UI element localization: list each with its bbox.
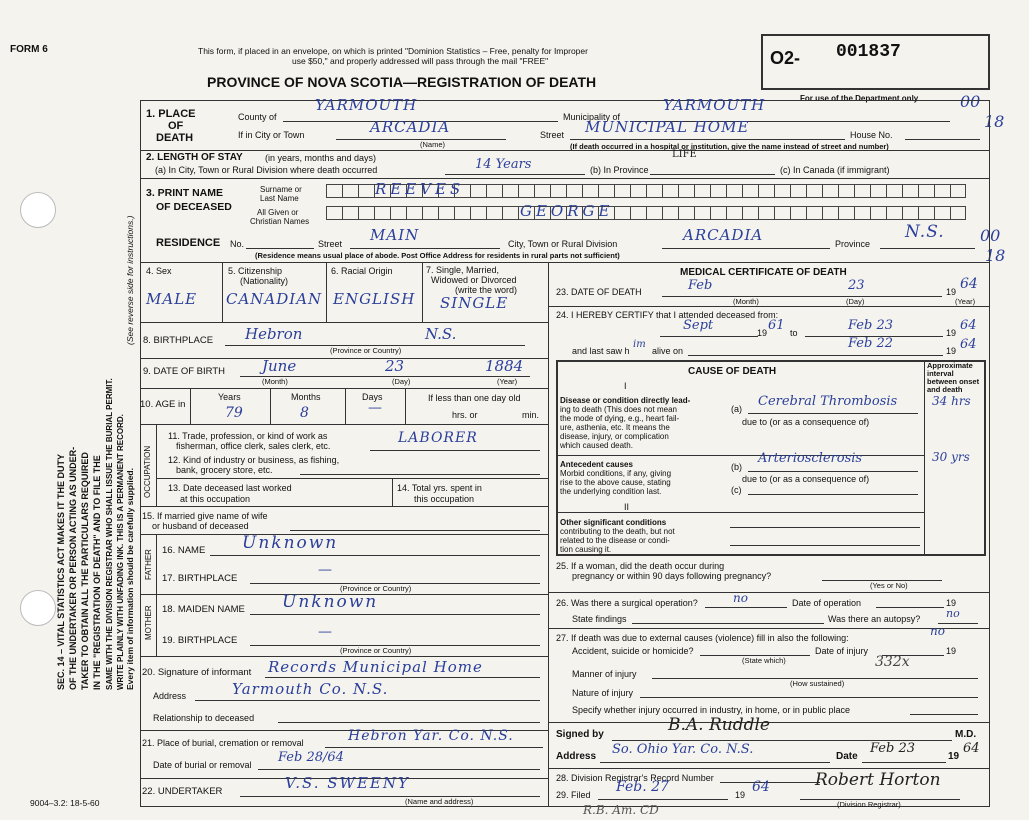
cause-c-line — [748, 494, 918, 495]
dept-use-caption: For use of the Department only — [800, 94, 919, 103]
roman-two: II — [624, 502, 630, 512]
divider — [140, 388, 548, 389]
stay-a-line — [445, 174, 585, 175]
attend-to: Feb 23 — [848, 318, 893, 333]
surgery-date-label: Date of operation — [792, 598, 862, 608]
stay-label: 2. LENGTH OF STAY — [146, 152, 243, 163]
cause-a-value: Cerebral Thrombosis — [758, 394, 898, 409]
divider — [548, 306, 990, 307]
injury-date-label: Date of injury — [815, 646, 869, 656]
age-years-value: 79 — [225, 405, 243, 421]
trade-label-1: 11. Trade, profession, or kind of work as — [168, 431, 328, 441]
undertaker-label: 22. UNDERTAKER — [142, 786, 223, 797]
due-to-label-1: due to (or as a consequence of) — [742, 417, 870, 427]
residence-province-label: Province — [835, 239, 871, 249]
other-line-2 — [730, 545, 920, 546]
city-name-caption: (Name) — [420, 140, 446, 149]
disease-label-2: ing to death (This does not mean — [560, 405, 677, 414]
record-number-line — [720, 782, 820, 783]
signed-by-label: Signed by — [556, 729, 604, 740]
industry-line — [300, 474, 540, 475]
given-label-1: All Given or — [257, 208, 299, 217]
place-of-label: OF — [168, 120, 184, 132]
filed-year: 64 — [752, 779, 770, 795]
wife-label-1: 15. If married give name of wife — [142, 511, 268, 521]
mother-birthplace-label: 19. BIRTHPLACE — [162, 635, 238, 646]
place-death-label: DEATH — [156, 132, 194, 144]
certify-label: 24. I HEREBY CERTIFY that I attended deceased from: — [556, 310, 779, 320]
side-instruction-8: (See reverse side for instructions.) — [125, 215, 135, 345]
alive-on-line — [688, 355, 943, 356]
surgery-line — [705, 607, 787, 608]
state-which-caption: (State which) — [742, 656, 786, 665]
dob-label: 9. DATE OF BIRTH — [143, 366, 225, 377]
registrar-signature: Robert Horton — [815, 770, 941, 790]
name-label-1: 3. PRINT NAME — [146, 187, 224, 199]
external-label: 27. If death was due to external causes (violence) fill in also the following: — [556, 633, 849, 643]
death-date-month: Feb — [688, 278, 713, 293]
informant-signature-label: 20. Signature of informant — [142, 667, 252, 678]
mail-notice-line2: use $50," and properly addressed will pass through the mail "FREE" — [292, 56, 549, 66]
signed-by-value: B.A. Ruddle — [668, 715, 770, 735]
age-days-value: — — [368, 400, 382, 416]
cause-b-interval: 30 yrs — [932, 450, 970, 464]
surname-value: REEVES — [375, 180, 465, 198]
side-instruction-7: Every item of information should be carefully supplied. — [125, 468, 135, 690]
cause-b-value: Arteriosclerosis — [758, 451, 863, 466]
divider — [156, 478, 548, 479]
given-name-grid — [326, 206, 966, 220]
divider — [345, 388, 346, 424]
residence-city-value: ARCADIA — [683, 226, 764, 244]
divider — [140, 506, 548, 507]
doctor-address-value: So. Ohio Yar. Co. N.S. — [612, 742, 754, 757]
birthplace-caption: (Province or Country) — [330, 346, 402, 355]
last-saw-year: 64 — [960, 337, 977, 352]
city-label: If in City or Town — [238, 130, 305, 140]
sign-date-value: Feb 23 — [870, 741, 915, 756]
filed-year-prefix: 19 — [735, 790, 746, 800]
house-no-label: House No. — [850, 130, 893, 140]
divider — [140, 178, 990, 179]
disease-label-4: ure, asthenia, etc. It means the — [560, 423, 670, 432]
age-years-label: Years — [218, 392, 241, 402]
side-instruction-1: SEC. 14 – VITAL STATISTICS ACT MAKES IT THE DUTY — [56, 453, 66, 690]
bottom-note: R.B. Am. CD — [583, 803, 659, 817]
dob-day-caption: (Day) — [392, 377, 411, 386]
industry-label-2: bank, grocery store, etc. — [176, 465, 273, 475]
attend-to-year-prefix: 19 — [946, 328, 957, 338]
county-label: County of — [238, 112, 277, 122]
death-month-caption: (Month) — [733, 297, 759, 306]
side-instruction-3: TAKER TO OBTAIN ALL THE PARTICULARS REQUIRED — [80, 452, 90, 690]
age-hrs-label: hrs. or — [452, 410, 478, 420]
burial-place-line — [325, 747, 543, 748]
punch-hole — [20, 590, 56, 626]
father-name-value: Unknown — [242, 533, 339, 553]
divider — [548, 768, 990, 769]
form-title: PROVINCE OF NOVA SCOTIA—REGISTRATION OF DEATH — [207, 74, 597, 90]
surgery-year-prefix: 19 — [946, 598, 957, 608]
residence-city-line — [662, 248, 830, 249]
place-label: 1. PLACE — [146, 108, 196, 120]
mother-birthplace-caption: (Province or Country) — [340, 646, 412, 655]
municipality-value: YARMOUTH — [663, 96, 766, 114]
findings-label: State findings — [572, 614, 627, 624]
residence-city-label: City, Town or Rural Division — [508, 239, 618, 249]
cause-b-label: (b) — [731, 462, 742, 472]
age-months-value: 8 — [300, 405, 309, 421]
to-label: to — [790, 328, 798, 338]
sign-date-label: Date — [836, 751, 858, 762]
father-birthplace-value: — — [318, 562, 332, 578]
form-code: 9004–3.2: 18-5-60 — [30, 798, 100, 808]
manner-value: 332x — [875, 654, 910, 670]
dob-year: 1884 — [485, 357, 524, 375]
divider — [556, 512, 924, 513]
residence-label: RESIDENCE — [156, 237, 221, 249]
father-side-label: FATHER — [144, 549, 153, 580]
divider — [140, 322, 548, 323]
citizenship-label: 5. Citizenship — [228, 266, 283, 276]
age-days-label: Days — [362, 392, 383, 402]
death-date-line — [662, 296, 942, 297]
due-to-label-2: due to (or as a consequence of) — [742, 474, 870, 484]
medical-heading: MEDICAL CERTIFICATE OF DEATH — [680, 267, 847, 278]
birthplace-label: 8. BIRTHPLACE — [143, 335, 214, 346]
nature-line — [640, 697, 978, 698]
other-label-1: Other significant conditions — [560, 518, 667, 527]
undertaker-value: V.S. SWEENY — [285, 774, 410, 792]
record-number-label: 28. Division Registrar's Record Number — [556, 773, 714, 783]
sign-year: 64 — [963, 741, 980, 756]
divider — [924, 360, 925, 556]
death-date-label: 23. DATE OF DEATH — [556, 287, 642, 297]
antecedent-label-4: the underlying condition last. — [560, 487, 662, 496]
injury-year-prefix: 19 — [946, 646, 957, 656]
informant-address-value: Yarmouth Co. N.S. — [232, 680, 389, 698]
findings-line — [632, 623, 824, 624]
stay-a-value: 14 Years — [475, 157, 532, 172]
marital-label-1: 7. Single, Married, — [426, 265, 500, 275]
surgery-value: no — [733, 591, 748, 605]
trade-line — [370, 450, 540, 451]
sign-year-prefix: 19 — [948, 751, 960, 762]
cause-a-line — [748, 413, 918, 414]
residence-street-line — [350, 248, 500, 249]
last-saw-year-prefix: 19 — [946, 346, 957, 356]
residence-street-label: Street — [318, 239, 343, 249]
doctor-address-label: Address — [556, 751, 597, 762]
external-value: no — [930, 624, 945, 638]
stay-units: (in years, months and days) — [265, 153, 377, 163]
divider — [556, 455, 924, 456]
divider — [156, 594, 157, 656]
antecedent-label-2: Morbid conditions, if any, giving — [560, 469, 672, 478]
nature-label: Nature of injury — [572, 688, 634, 698]
sex-value: MALE — [146, 290, 198, 308]
disease-label-6: which caused death. — [560, 441, 633, 450]
informant-signature-value: Records Municipal Home — [268, 658, 483, 676]
wife-line — [290, 530, 540, 531]
father-name-line — [210, 555, 540, 556]
mother-birthplace-value: — — [318, 624, 332, 640]
stay-b-value: LIFE — [672, 149, 697, 160]
column-divider — [548, 262, 549, 807]
dept-code-3: 00 — [980, 226, 1001, 245]
divider — [222, 262, 223, 322]
attend-to-year: 64 — [960, 318, 977, 333]
specify-line — [910, 714, 978, 715]
registrar-caption: (Division Registrar) — [837, 800, 901, 809]
divider — [392, 478, 393, 506]
cause-b-line — [748, 471, 918, 472]
accident-label: Accident, suicide or homicide? — [572, 646, 694, 656]
age-months-label: Months — [291, 392, 321, 402]
racial-value: ENGLISH — [333, 290, 416, 308]
maiden-name-line — [250, 614, 540, 615]
disease-label-1: Disease or condition directly lead- — [560, 396, 691, 405]
attend-from-line — [660, 336, 758, 337]
dob-month-caption: (Month) — [262, 377, 288, 386]
last-worked-label-1: 13. Date deceased last worked — [168, 483, 292, 493]
birthplace-value: Hebron — [245, 325, 303, 343]
specify-label: Specify whether injury occurred in industry, in home, or in public place — [572, 705, 850, 715]
municipality-label: Municipality of — [563, 112, 621, 122]
county-value: YARMOUTH — [315, 96, 418, 114]
last-worked-label-2: at this occupation — [180, 494, 251, 504]
industry-label-1: 12. Kind of industry or business, as fishing, — [168, 455, 340, 465]
attend-from: Sept — [683, 318, 714, 333]
interval-label: Approximate interval between onset and death — [927, 361, 980, 394]
side-instruction-6: WRITE PLAINLY WITH UNFADING INK. THIS IS A PERMANENT RECORD. — [116, 414, 125, 690]
residence-no-line — [246, 248, 314, 249]
doctor-address-line — [600, 762, 830, 763]
burial-date-label: Date of burial or removal — [153, 760, 252, 770]
filed-value: Feb. 27 — [616, 779, 669, 795]
divider — [405, 388, 406, 424]
other-label-4: tion causing it. — [560, 545, 612, 554]
divider — [140, 656, 548, 657]
age-min-label: min. — [522, 410, 540, 420]
side-instruction-2: OF THE UNDERTAKER OR PERSON ACTING AS UNDER- — [68, 446, 78, 690]
md-label: M.D. — [955, 729, 977, 740]
surname-label-1: Surname or — [260, 185, 302, 194]
street-line — [570, 139, 845, 140]
total-years-label-1: 14. Total yrs. spent in — [397, 483, 482, 493]
attend-from-year-prefix: 19 — [757, 328, 768, 338]
filed-label: 29. Filed — [556, 790, 591, 800]
punch-hole — [20, 192, 56, 228]
divider — [140, 534, 548, 535]
informant-address-label: Address — [153, 691, 187, 701]
divider — [190, 388, 191, 424]
dept-code-1: 00 — [960, 92, 981, 111]
residence-province-line — [880, 248, 975, 249]
relationship-line — [278, 722, 540, 723]
marital-label-2: Widowed or Divorced — [431, 275, 517, 285]
surgery-label: 26. Was there a surgical operation? — [556, 598, 698, 608]
citizenship-value: CANADIAN — [226, 290, 323, 308]
death-year-prefix: 19 — [946, 287, 957, 297]
reg-prefix: O2- — [770, 48, 801, 68]
burial-date-line — [258, 769, 540, 770]
side-instruction-5: SAME WITH THE DIVISION REGISTRAR WHO SHALL ISSUE THE BURIAL PERMIT. — [105, 378, 114, 690]
divider — [422, 262, 423, 322]
last-saw-fill: im — [633, 339, 646, 350]
city-value: ARCADIA — [370, 118, 451, 136]
occupation-side-label: OCCUPATION — [143, 445, 152, 498]
antecedent-label-1: Antecedent causes — [560, 460, 633, 469]
surname-label-2: Last Name — [260, 194, 299, 203]
dept-code-2: 18 — [984, 112, 1005, 131]
maiden-name-label: 18. MAIDEN NAME — [162, 604, 245, 615]
given-label-2: Christian Names — [250, 217, 310, 226]
stay-b-label: (b) In Province — [590, 165, 649, 175]
divider — [140, 150, 990, 151]
attend-from-year: 61 — [768, 318, 785, 333]
other-line-1 — [730, 527, 920, 528]
pregnancy-label-1: 25. If a woman, did the death occur during — [556, 561, 725, 571]
sign-date-line — [862, 762, 946, 763]
father-birthplace-caption: (Province or Country) — [340, 584, 412, 593]
cause-c-label: (c) — [731, 485, 742, 495]
roman-one: I — [624, 381, 627, 391]
trade-value: LABORER — [398, 430, 478, 446]
residence-note: (Residence means usual place of abode. Post Office Address for residents in rural parts not sufficient) — [255, 251, 620, 260]
house-no-line — [905, 139, 980, 140]
informant-address-line — [195, 700, 540, 701]
dob-month: June — [262, 357, 297, 375]
filed-line — [598, 799, 728, 800]
stay-b-line — [650, 174, 775, 175]
age-less-label: If less than one day old — [428, 393, 521, 403]
antecedent-label-3: rise to the above cause, stating — [560, 478, 671, 487]
death-day-caption: (Day) — [846, 297, 865, 306]
cause-a-label: (a) — [731, 404, 742, 414]
mother-side-label: MOTHER — [144, 605, 153, 640]
divider — [548, 592, 990, 593]
form-label: FORM 6 — [10, 44, 48, 55]
residence-street-value: MAIN — [370, 226, 420, 244]
divider — [140, 262, 990, 263]
citizenship-sub: (Nationality) — [240, 276, 289, 286]
disease-label-3: the mode of dying, e.g., heart fail- — [560, 414, 680, 423]
trade-label-2: fisherman, office clerk, sales clerk, etc. — [176, 441, 331, 451]
given-name-value: GEORGE — [520, 202, 614, 220]
name-label-2: OF DECEASED — [156, 201, 232, 213]
last-saw-date: Feb 22 — [848, 336, 893, 351]
divider — [326, 262, 327, 322]
residence-no-label: No. — [230, 239, 245, 249]
divider — [156, 424, 157, 506]
burial-date-value: Feb 28/64 — [278, 750, 344, 765]
disease-label-5: disease, injury, or complication — [560, 432, 669, 441]
burial-place-label: 21. Place of burial, cremation or removal — [142, 738, 304, 748]
surgery-date-line — [876, 607, 944, 608]
last-saw-label: and last saw h — [572, 346, 630, 356]
father-birthplace-label: 17. BIRTHPLACE — [162, 573, 238, 584]
racial-label: 6. Racial Origin — [331, 266, 393, 276]
reg-number: 001837 — [836, 42, 901, 62]
hospital-note: (If death occurred in a hospital or institution, give the name instead of street and number) — [570, 142, 889, 151]
maiden-name-value: Unknown — [282, 592, 379, 612]
death-year: 64 — [960, 276, 978, 292]
other-label-2: contributing to the death, but not — [560, 527, 675, 536]
manner-label: Manner of injury — [572, 669, 637, 679]
age-label: 10. AGE in — [140, 399, 186, 410]
undertaker-line — [240, 796, 540, 797]
undertaker-caption: (Name and address) — [405, 797, 474, 806]
divider — [156, 534, 157, 594]
stay-a-label: (a) In City, Town or Rural Division where death occurred — [155, 165, 378, 175]
sex-label: 4. Sex — [146, 266, 172, 276]
alive-on-label: alive on — [652, 346, 684, 356]
relationship-label: Relationship to deceased — [153, 713, 255, 723]
death-date-day: 23 — [848, 278, 865, 293]
mail-notice-line1: This form, if placed in an envelope, on which is printed "Dominion Statistics – Free, penalty for Improper — [198, 46, 588, 56]
cause-heading: CAUSE OF DEATH — [688, 366, 777, 377]
cause-a-interval: 34 hrs — [932, 394, 971, 408]
death-year-caption: (Year) — [955, 297, 976, 306]
informant-signature-line — [265, 677, 540, 678]
autopsy-value: no — [946, 607, 960, 620]
how-sustained-caption: (How sustained) — [790, 679, 845, 688]
other-label-3: related to the disease or condi- — [560, 536, 670, 545]
side-instruction-4: IN THE "REGISTRATION OF DEATH" AND TO FILE THE — [92, 455, 102, 690]
street-value: MUNICIPAL HOME — [585, 118, 750, 136]
father-name-label: 16. NAME — [162, 545, 206, 556]
dept-code-4: 18 — [985, 246, 1006, 265]
pregnancy-caption: (Yes or No) — [870, 581, 908, 590]
divider — [140, 424, 548, 425]
residence-province-value: N.S. — [905, 222, 945, 242]
birthplace-value-2: N.S. — [425, 325, 457, 343]
dob-year-caption: (Year) — [497, 377, 518, 386]
pregnancy-label-2: pregnancy or within 90 days following pregnancy? — [572, 571, 772, 581]
street-label: Street — [540, 130, 565, 140]
divider — [270, 388, 271, 424]
divider — [548, 628, 990, 629]
wife-label-2: or husband of deceased — [152, 521, 249, 531]
autopsy-label: Was there an autopsy? — [828, 614, 921, 624]
burial-place-value: Hebron Yar. Co. N.S. — [348, 728, 514, 744]
marital-label-3: (write the word) — [455, 285, 518, 295]
stay-c-label: (c) In Canada (if immigrant) — [780, 165, 890, 175]
total-years-label-2: this occupation — [414, 494, 475, 504]
marital-value: SINGLE — [440, 294, 509, 312]
dob-day: 23 — [385, 357, 405, 375]
